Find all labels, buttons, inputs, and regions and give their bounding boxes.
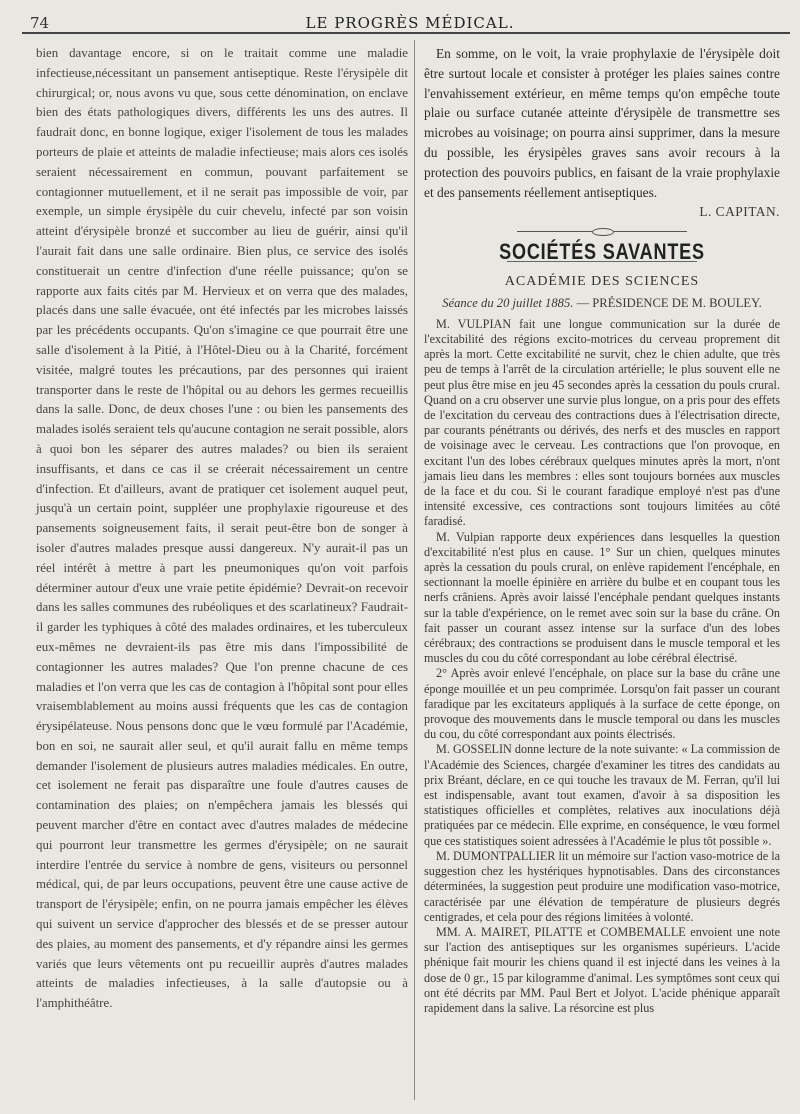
page-number: 74 (30, 14, 50, 32)
session-presidency: — PRÉSIDENCE DE M. BOULEY. (576, 295, 762, 310)
ornament-divider (517, 228, 687, 236)
paragraph-gosselin: M. GOSSELIN donne lecture de la note suivante: « La commission de l'Académie des Sciences, chargée d'examiner les titres des candidats au prix Bréant, déclare, en ce qui touche les travaux de M. Ferran, qu'il lui est indispensable, avant tout examen, d'avoir à sa disposition les statistiques officielles et complètes, relatives aux inoculations déjà pratiquées par ce médecin. Elle exprime, en conséquence, le vœu formel que ces statistiques soient adressées à l'Académie le plus tôt possible ». (424, 742, 780, 848)
paragraph-vulpian-1: M. VULPIAN fait une longue communication sur la durée de l'excitabilité des régions excito-motrices du cerveau proprement dit après la mort. Cette excitabilité ne survit, chez le chien adulte, que très peu de temps à l'arrêt de la circulation artérielle; le plus souvent elle ne peut plus être mise en jeu 45 secondes après la cessation du pouls crural. Quand on a cru observer une survie plus longue, on a pris pour des effets de l'excitation du cerveau des contractions dues à l'électrisation directe, par courants pénétrants ou dérivés, des nerfs et des muscles en rapport de voisinage avec le cerveau. Les contractions que l'on provoque, en excitant l'un des lobes cérébraux quelques minutes après la mort, n'ont jamais lieu dans les membres : elles sont toujours bornées aux muscles de la face et du cou. Si le courant faradique employé n'est pas d'une intensité excessive, ces contractions sont toujours limitées au côté faradisé. (424, 316, 780, 529)
session-line (424, 296, 780, 311)
header-rule (22, 32, 790, 34)
running-title: LE PROGRÈS MÉDICAL. (305, 14, 515, 32)
paragraph-mairet: MM. A. MAIRET, PILATTE et COMBEMALLE envoient une note sur l'action des antiseptiques sur les organismes supérieurs. L'acide phénique fait mourir les chiens quand il est injecté dans les veines à la dose de 0 gr., 15 par kilogramme d'animal. Les symptômes sont ceux qui ont été décrits par MM. Paul Bert et Jolyot. L'acide phénique apparaît rapidement dans la salive. La résorcine est plus (424, 924, 780, 1015)
column-divider (414, 40, 415, 1100)
author-signature: L. CAPITAN. (699, 204, 780, 220)
section-title: SOCIÉTÉS SAVANTES (499, 239, 705, 265)
paragraph-vulpian-2: M. Vulpian rapporte deux expériences dans lesquelles la question d'excitabilité n'est plus en cause. 1° Sur un chien, quelques minutes après la cessation du pouls crural, on enlève rapidement l'encéphale, en sectionnant la moelle épinière en arrière du bulbe et en coupant tous les nerfs crâniens. Après avoir laissé l'encéphale pendant quelques instants sur la table d'expérience, on le remet avec soin sur la base du crâne. On fait passer un courant assez intense sur la surface d'un des lobes cérébraux; des contractions se produisent dans le muscle temporal et les muscles du cou du côté correspondant au lobe cérébral électrisé. (424, 529, 780, 666)
session-date: Séance du 20 juillet 1885. (442, 295, 574, 310)
left-column (36, 44, 408, 1014)
paragraph-vulpian-3: 2° Après avoir enlevé l'encéphale, on place sur la base du crâne une éponge mouillée et un peu comprimée. Lorsqu'on fait passer un courant faradique par les excitateurs appliqués à la surface de cette éponge, on provoque des mouvements dans le muscle temporal ou dans les muscles du cou, du côté correspondant aux points électrisés. (424, 666, 780, 742)
conclusion-paragraph: En somme, on le voit, la vraie prophylaxie de l'érysipèle doit être surtout locale et consister à protéger les plaies saines contre l'envahissement extérieur, en même temps qu'on empêche toute plaie ou surface cutanée atteinte d'érysipèle de transmettre ses microbes au voisinage; on pourra ainsi supprimer, dans la mesure du possible, les érysipèles graves sans avoir recours à la protection des pouvoirs publics, en faisant de la vraie prophylaxie et des pansements réellement antiseptiques. (424, 46, 780, 200)
paragraph-dumontpallier: M. DUMONTPALLIER lit un mémoire sur l'action vaso-motrice de la suggestion chez les hystériques hypnotisables. Dans des circonstances déterminées, la suggestion peut produire une modification vaso-motrice, caractérisée par une élévation de température de plusieurs degrés centigrades, et cela pour des régions limitées à volonté. (424, 848, 780, 924)
subsection-title: ACADÉMIE DES SCIENCES (504, 274, 700, 290)
left-column-text: bien davantage encore, si on le traitait comme une maladie infectieuse,nécessitant un pansement antiseptique. Reste l'érysipèle dit chirurgical; or, nous avons vu que, sous cette dénomination, on enclave bien des états pathologiques divers, différents les uns des autres. Il faudrait donc, en bonne logique, exiger l'isolement de tous les malades porteurs de plaie et atteints de maladie infectieuse; mais alors ces isolés seraient nécessairement en commun, pouvant parfaitement se contagionner mutuellement, et il ne serait pas impossible de voir, par exemple, un simple érysipèle du cuir chevelu, infecté par son voisin atteint d'érysipèle bronzé et succomber au lieu de guérir, ainsi qu'il l'aurait fait dans une salle ordinaire. Bien plus, ce service des isolés constituerait un centre d'infection d'une réelle puissance; qu'on se rapporte aux faits cités par M. Hervieux et on verra que des malades, placés dans une salle évacuée, ont été infectés par les microbes laissés par les précédents occupants. Qu'on s'imagine ce que pourrait être une salle d'isolement à la Pitié, à l'Hôtel-Dieu ou à la Charité, forcément visitée, malgré toutes les précautions, par des personnes qui iraient transporter dans le reste de l'hôpital ou au dehors les germes recueillis dans la salle. Donc, de deux choses l'une : ou bien les pansements des malades isolés seraient tels qu'aucune contagion ne serait possible, alors à quoi bon les séparer des autres malades? ou bien ils seraient insuffisants, et dans ce cas il se créerait nécessairement un centre d'infection. Et d'ailleurs, avant de pratiquer cet isolement auquel peut, jusqu'à un certain point, suppléer une prophylaxie rigoureuse et des pansements soigneusement faits, il serait peut-être bon de songer à isoler d'autres malades presque aussi dangereux. N'y aurait-il pas un réel intérêt à mettre à part les pneumoniques qu'on voit parfois déterminer autour d'eux une vraie petite épidémie? Devrait-on recevoir dans les salles communes des rubéoliques et des scarlatineux? Faudrait-il garder les typhiques à côté des malades ordinaires, et les tuberculeux eux-mêmes ne devraient-ils pas être mis dans l'impossibilité de contagionner les autres malades? Que l'on prenne chacune de ces maladies et l'on verra que les cas de contagion à l'hôpital sont pour elles vraisemblablement au moins aussi fréquents que les cas de contagion érysipélateuse. Nous pensons donc que le vœu formulé par l'Académie, bon en soi, ne saurait aller seul, et qu'il aurait fallu en même temps demander l'isolement de plusieurs autres maladies médicales. En outre, cet isolement ne ferait pas disparaître une foule d'autres causes de contamination des plaies; on n'empêchera jamais les blessés qui peuvent marcher d'être en contact avec d'autres malades de médecine qui pourront leur transmettre les germes d'érysipèle; on ne saurait interdire l'entrée du service à nombre de gens, visiteurs ou personnel médical, qui, de par leurs occupations, peuvent être une cause active de transport de l'érysipèle; enfin, on ne pourra jamais empêcher les élèves qui suivent un service d'approcher des blessés et de se presser autour des plaies, au moment des pansements, et d'y répandre ainsi les germes variés que leurs vêtements ont pu recueillir auprès d'autres malades atteints de maladies infectieuses, à la salle d'autopsie ou à l'amphithéâtre. (36, 46, 408, 1011)
right-column (424, 44, 780, 1016)
signature-line (424, 202, 780, 222)
